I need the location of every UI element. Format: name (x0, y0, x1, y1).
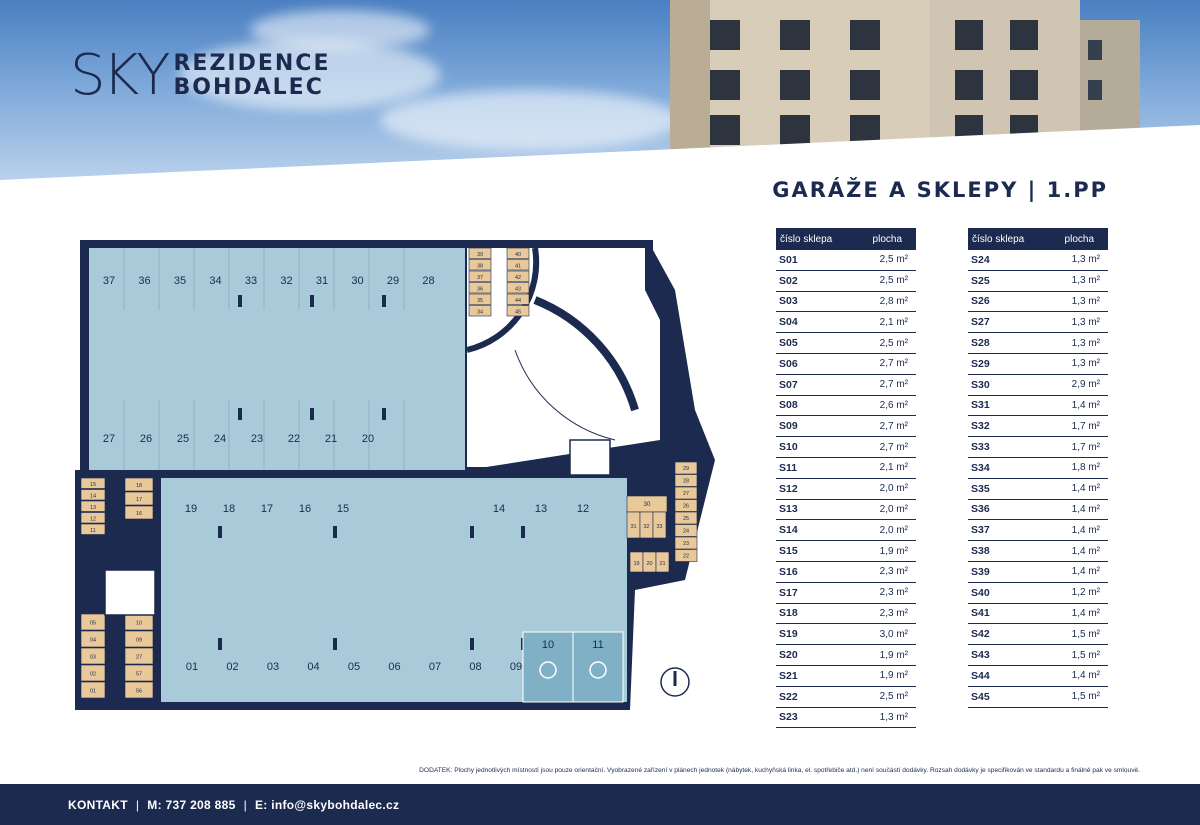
pillar (333, 526, 337, 538)
garage-number: 24 (213, 433, 227, 445)
garage-number: 34 (209, 275, 222, 287)
table-row (968, 520, 1108, 541)
garage-number: 10 (541, 639, 555, 651)
cellar-id: S30 (971, 378, 990, 391)
cellar-id: S40 (971, 586, 990, 599)
cellar-area: 2,3 m² (879, 566, 908, 578)
cellar-area: 1,3 m² (1071, 358, 1100, 370)
cellar-id: S09 (779, 420, 798, 433)
pillar (238, 295, 242, 307)
cellar-id: S28 (971, 337, 990, 350)
garage-number: 32 (280, 275, 293, 287)
table-row (776, 312, 916, 333)
cellar-area: 2,1 m² (879, 462, 908, 474)
table-row (776, 396, 916, 417)
cellar-area: 1,4 m² (1071, 399, 1100, 411)
cellar-number: 20 (646, 561, 653, 567)
cellar-id: S25 (971, 274, 990, 287)
cellar-id: S14 (779, 524, 798, 537)
table-row (776, 708, 916, 729)
cellar-area: 1,3 m² (1071, 337, 1100, 349)
cellar-number: 40 (514, 251, 522, 258)
cellar-number: 23 (682, 541, 690, 547)
cellar-area: 1,4 m² (1071, 670, 1100, 682)
cellar-number: 37 (476, 274, 484, 281)
cellar-number: 26 (682, 503, 690, 510)
page-title: GARÁŽE A SKLEPY | 1.PP (772, 178, 1108, 202)
garage-number: 29 (386, 275, 400, 287)
table-row (776, 416, 916, 437)
table-row (776, 458, 916, 479)
cellar-id: S15 (779, 545, 798, 558)
garage-number: 05 (347, 661, 361, 673)
cellar-id: S26 (971, 295, 990, 308)
table-row (968, 687, 1108, 708)
cellar-number: 04 (89, 637, 97, 644)
garage-number: 23 (250, 433, 264, 445)
table-row (968, 458, 1108, 479)
cellar-number: 21 (659, 561, 666, 567)
cellar-area: 1,9 m² (879, 649, 908, 661)
cellar-number: 05 (89, 620, 97, 627)
garage-number: 26 (139, 433, 153, 445)
cellar-number: 57 (135, 671, 143, 678)
garage-number: 06 (388, 661, 401, 673)
cellar-area: 1,4 m² (1071, 607, 1100, 619)
table-row (776, 687, 916, 708)
garage-number: 16 (298, 503, 312, 515)
table-row (968, 541, 1108, 562)
cellar-area: 1,4 m² (1071, 483, 1100, 495)
cellar-id: S37 (971, 524, 990, 537)
cellar-table-left (776, 228, 916, 728)
cellar-number: 41 (514, 263, 522, 270)
cellar-area: 2,5 m² (879, 254, 908, 266)
cellar-id: S29 (971, 357, 990, 370)
cellar-id: S41 (971, 607, 990, 620)
table-row (776, 520, 916, 541)
table-row (776, 271, 916, 292)
cellar-area: 1,3 m² (1071, 295, 1100, 307)
cellar-area: 2,1 m² (879, 316, 908, 328)
cellar-id: S17 (779, 586, 798, 599)
cellar-area: 1,7 m² (1071, 441, 1100, 453)
cellar-number: 56 (135, 688, 143, 695)
cellar-number: 30 (643, 502, 651, 508)
cellar-id: S43 (971, 649, 990, 662)
cellar-number: 32 (643, 524, 650, 530)
ramp-area (467, 248, 660, 470)
garage-number: 19 (184, 503, 198, 515)
table-row (776, 437, 916, 458)
garage-number: 12 (576, 503, 590, 515)
table-row (968, 645, 1108, 666)
brand-logo (70, 43, 331, 108)
col-header-id: číslo sklepa (972, 233, 1025, 245)
table-row (968, 333, 1108, 354)
cellar-area: 3,0 m² (879, 628, 908, 640)
garage-number: 04 (307, 661, 320, 673)
col-header-id: číslo sklepa (780, 233, 833, 245)
cellar-number: 14 (89, 493, 97, 500)
cellar-number: 01 (89, 688, 97, 695)
cellar-number: 03 (89, 654, 97, 661)
cellar-number: 17 (135, 497, 143, 503)
cellar-number: 09 (135, 637, 143, 644)
pillar (470, 638, 474, 650)
table-row (968, 354, 1108, 375)
cellar-id: S23 (779, 711, 798, 724)
garage-number: 30 (351, 275, 364, 287)
cellar-area: 2,7 m² (879, 358, 908, 370)
cellar-id: S06 (779, 357, 798, 370)
cellar-area: 1,4 m² (1071, 524, 1100, 536)
table-row (968, 624, 1108, 645)
cellar-id: S24 (971, 253, 990, 266)
header-banner (0, 0, 1200, 180)
table-row (968, 375, 1108, 396)
cellar-id: S33 (971, 441, 990, 454)
cellar-number: 35 (476, 297, 484, 304)
logo-sky: SKY (70, 43, 168, 108)
footer-bar: KONTAKT | M: 737 208 885 | E: info@skybohdalec.cz (0, 784, 1200, 825)
garage-number: 14 (492, 503, 506, 515)
footer-email[interactable]: E: info@skybohdalec.cz (254, 797, 400, 812)
cellar-number: 22 (682, 553, 690, 560)
table-row (776, 333, 916, 354)
cellar-number: 11 (90, 527, 96, 534)
cellar-area: 1,3 m² (1071, 254, 1100, 266)
garage-number: 25 (176, 433, 190, 445)
logo-line1: REZIDENCE (173, 51, 331, 76)
table-row (776, 666, 916, 687)
table-row (776, 562, 916, 583)
cellar-id: S01 (779, 253, 798, 266)
cellar-number: 38 (476, 263, 484, 270)
garage-number: 31 (315, 275, 329, 287)
table-row (968, 437, 1108, 458)
cellar-area: 1,9 m² (879, 545, 908, 557)
table-row (968, 666, 1108, 687)
pillar (310, 295, 314, 307)
table-row (776, 604, 916, 625)
cellar-id: S22 (779, 690, 798, 703)
cellar-number: 19 (633, 561, 640, 567)
pillar (238, 408, 242, 420)
garage-number: 28 (422, 275, 435, 287)
stair-core (105, 570, 155, 615)
cellar-area: 1,3 m² (1071, 316, 1100, 328)
disclaimer-note: DODATEK: Plochy jednotlivých místností jsou pouze orientační. Vyobrazené zařízení v plánech jednotek (nábytek, kuchyňská linka, el. spotřebiče atd.) není součástí dodávky. Rozsah dodávky je specifikován ve standardu a finálně pak ve smlouvě. (419, 767, 1140, 774)
cellar-area: 2,5 m² (879, 275, 908, 287)
pillar (470, 526, 474, 538)
table-row (776, 479, 916, 500)
cellar-number: 33 (656, 524, 663, 530)
table-row (968, 416, 1108, 437)
table-row (776, 541, 916, 562)
table-row (968, 604, 1108, 625)
cellar-id: S08 (779, 399, 798, 412)
table-row (968, 396, 1108, 417)
cellar-area: 1,7 m² (1071, 420, 1100, 432)
cellar-id: S32 (971, 420, 990, 433)
table-row (968, 271, 1108, 292)
cellar-area: 2,0 m² (879, 483, 908, 495)
cellar-id: S11 (779, 461, 798, 474)
table-row (968, 562, 1108, 583)
cellar-area: 1,9 m² (879, 670, 908, 682)
cellar-number: 25 (682, 516, 690, 522)
col-header-area: plocha (872, 233, 902, 245)
cellar-id: S45 (971, 690, 990, 703)
cellar-area: 2,0 m² (879, 524, 908, 536)
garage-number: 02 (226, 661, 239, 673)
cellar-area: 2,7 m² (879, 441, 908, 453)
elevator-core (570, 440, 610, 475)
cellar-number: 31 (630, 524, 637, 530)
cellar-table-right (968, 228, 1108, 708)
garage-number: 33 (244, 275, 258, 287)
cellar-id: S13 (779, 503, 798, 516)
cellar-id: S10 (779, 441, 798, 454)
garage-number: 22 (287, 433, 301, 445)
footer-label: KONTAKT (68, 797, 128, 812)
cellar-number: 39 (476, 251, 484, 258)
cellar-number: 42 (514, 274, 522, 281)
pillar (382, 295, 386, 307)
cellar-area: 2,6 m² (879, 399, 908, 411)
garage-number: 01 (185, 661, 199, 673)
table-row (776, 500, 916, 521)
cellar-area: 1,4 m² (1071, 503, 1100, 515)
cellar-area: 2,9 m² (1071, 379, 1100, 391)
cellar-id: S34 (971, 461, 990, 474)
cellar-area: 1,8 m² (1071, 462, 1100, 474)
cellar-area: 1,5 m² (1071, 628, 1100, 640)
garage-number: 15 (336, 503, 350, 515)
cellar-id: S38 (971, 545, 990, 558)
cellar-area: 1,4 m² (1071, 545, 1100, 557)
cellar-number: 45 (514, 309, 522, 316)
table-row (776, 624, 916, 645)
cellar-id: S03 (779, 295, 798, 308)
garage-number: 17 (260, 503, 274, 515)
cellar-id: S16 (779, 565, 798, 578)
cellar-id: S20 (779, 649, 798, 662)
garage-number: 35 (173, 275, 187, 287)
pillar (310, 408, 314, 420)
table-row (968, 583, 1108, 604)
cellar-area: 2,8 m² (879, 295, 908, 307)
cellar-number: 18 (135, 483, 143, 489)
garage-number: 13 (534, 503, 548, 515)
cellar-id: S18 (779, 607, 798, 620)
cellar-id: S31 (971, 399, 990, 412)
table-row (776, 375, 916, 396)
cellar-number: 44 (514, 297, 522, 304)
cellar-number: 28 (682, 478, 690, 485)
table-header (776, 228, 916, 250)
cellar-area: 1,4 m² (1071, 566, 1100, 578)
cellar-id: S21 (779, 669, 798, 682)
table-row (776, 583, 916, 604)
garage-number: 20 (361, 433, 375, 445)
garage-number: 27 (102, 433, 116, 445)
cellar-number: 27 (682, 491, 690, 497)
cellar-id: S05 (779, 337, 798, 350)
garage-number: 37 (102, 275, 116, 287)
table-row (968, 250, 1108, 271)
cellar-number: 13 (89, 504, 97, 511)
cellar-number: 16 (135, 511, 143, 517)
garage-number: 03 (266, 661, 280, 673)
cellar-number: 15 (89, 481, 97, 488)
logo-line2: BOHDALEC (173, 75, 324, 100)
cellar-area: 2,0 m² (879, 503, 908, 515)
cellar-area: 2,3 m² (879, 587, 908, 599)
cellar-area: 2,5 m² (879, 691, 908, 703)
cellar-id: S27 (971, 316, 990, 329)
table-row (968, 479, 1108, 500)
garage-number: 07 (428, 661, 442, 673)
pillar (521, 526, 525, 538)
cellar-number: 12 (89, 516, 97, 523)
cellar-id: S39 (971, 565, 990, 578)
cellar-id: S12 (779, 482, 798, 495)
cellar-number: 29 (682, 466, 690, 472)
cellar-area: 1,5 m² (1071, 691, 1100, 703)
cellar-area: 2,7 m² (879, 420, 908, 432)
cellar-area: 2,3 m² (879, 607, 908, 619)
cellar-number: 34 (476, 309, 484, 316)
cellar-id: S42 (971, 628, 990, 641)
cellar-number: 02 (89, 671, 97, 678)
cellar-id: S19 (779, 628, 798, 641)
garage-number: 36 (138, 275, 151, 287)
garage-number: 21 (324, 433, 338, 445)
garage-number: 08 (469, 661, 482, 673)
cellar-number: 10 (135, 620, 143, 627)
table-row (776, 292, 916, 313)
table-row (776, 645, 916, 666)
cellar-id: S07 (779, 378, 798, 391)
cellar-id: S36 (971, 503, 990, 516)
cellar-id: S02 (779, 274, 798, 287)
cellar-number: 36 (476, 286, 484, 293)
cellar-area: 2,7 m² (879, 379, 908, 391)
table-row (776, 354, 916, 375)
col-header-area: plocha (1064, 233, 1094, 245)
table-row (968, 292, 1108, 313)
pillar (218, 526, 222, 538)
cellar-area: 2,5 m² (879, 337, 908, 349)
cellar-area: 1,5 m² (1071, 649, 1100, 661)
garage-number: 18 (222, 503, 236, 515)
table-header (968, 228, 1108, 250)
cellar-area: 1,3 m² (1071, 275, 1100, 287)
table-row (968, 500, 1108, 521)
garage-number: 09 (509, 661, 523, 673)
pillar (333, 638, 337, 650)
cellar-id: S35 (971, 482, 990, 495)
floor-plan (75, 240, 715, 710)
cellar-number: 24 (682, 528, 690, 535)
pillar (382, 408, 386, 420)
cellar-id: S04 (779, 316, 798, 329)
pillar (218, 638, 222, 650)
cellar-number: 27 (135, 654, 143, 661)
garage-number: 11 (592, 639, 604, 651)
cellar-id: S44 (971, 669, 990, 682)
cellar-area: 1,3 m² (879, 711, 908, 723)
cellar-area: 1,2 m² (1071, 587, 1100, 599)
cellar-number: 43 (514, 286, 522, 293)
footer-phone[interactable]: M: 737 208 885 (147, 797, 236, 812)
table-row (776, 250, 916, 271)
table-row (968, 312, 1108, 333)
